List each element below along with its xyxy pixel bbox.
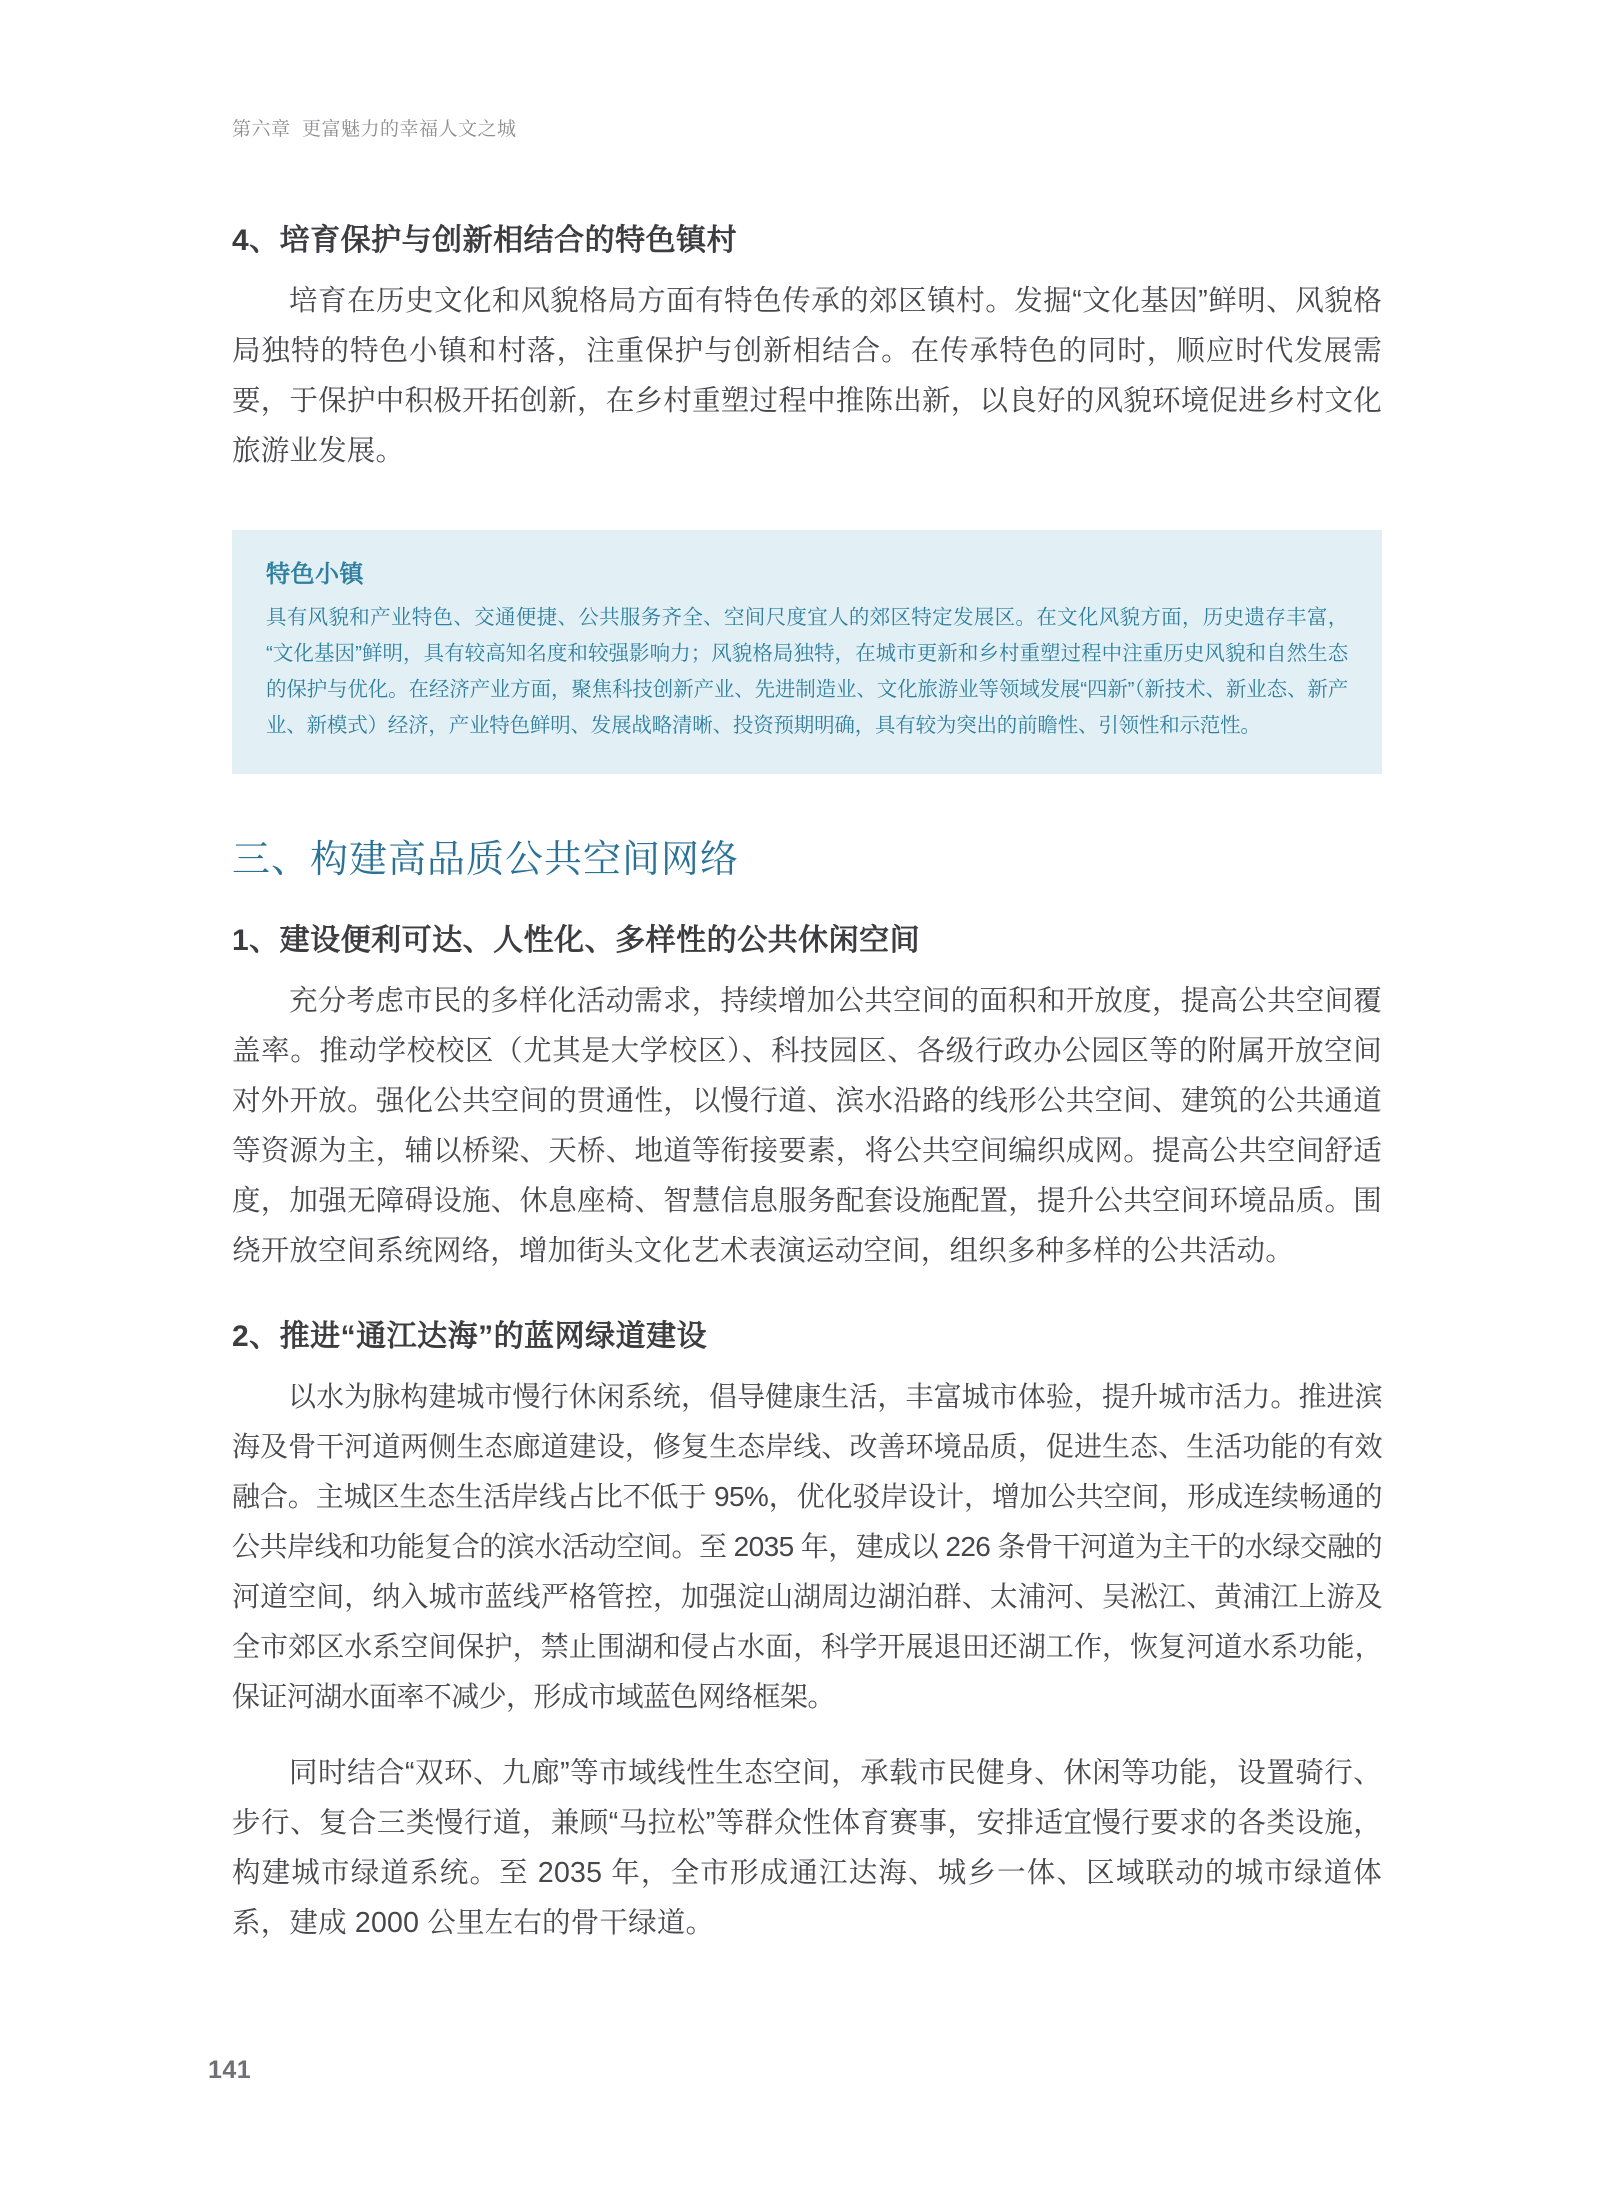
callout-title: 特色小镇 <box>266 561 364 588</box>
spacer <box>232 962 1382 976</box>
spacer <box>232 774 1382 834</box>
page-number: 141 <box>208 2056 252 2084</box>
sub-heading-1: 1、建设便利可达、人性化、多样性的公共休闲空间 <box>232 924 921 957</box>
callout-box <box>232 530 1382 774</box>
paragraph-2-2: 同时结合“双环、九廊”等市域线性生态空间，承载市民健身、休闲等功能，设置骑行、步行、复合三类慢行道，兼顾“马拉松”等群众性体育赛事，安排适宜慢行要求的各类设施，构建城市绿道系统。至 2035 年，全市形成通江达海、城乡一体、区域联动的城市绿道体系，建成 2000 公里左右的骨干绿道。 <box>232 1757 1382 1939</box>
spacer <box>232 262 1382 276</box>
sub-heading-2: 2、推进“通江达海”的蓝网绿道建设 <box>232 1320 708 1353</box>
paragraph-2-1: 以水为脉构建城市慢行休闲系统，倡导健康生活，丰富城市体验，提升城市活力。推进滨海及骨干河道两侧生态廊道建设，修复生态岸线、改善环境品质，促进生态、生活功能的有效融合。主城区生态生活岸线占比不低于 95%，优化驳岸设计，增加公共空间，形成连续畅通的公共岸线和功能复合的滨水活动空间。至 2035 年，建成以 226 条骨干河道为主干的水绿交融的河道空间，纳入城市蓝线严格管控，加强淀山湖周边湖泊群、太浦河、吴淞江、黄浦江上游及全市郊区水系空间保护，禁止围湖和侵占水面，科学开展退田还湖工作，恢复河道水系功能，保证河湖水面率不减少，形成市域蓝色网络框架。 <box>232 1381 1382 1712</box>
spacer <box>232 1722 1382 1748</box>
section-heading-3: 三、构建高品质公共空间网络 <box>232 839 740 881</box>
spacer <box>232 886 1382 920</box>
text-column <box>232 220 1382 1948</box>
running-header: 第六章 更富魅力的幸福人文之城 <box>232 119 517 140</box>
paragraph-4-1: 培育在历史文化和风貌格局方面有特色传承的郊区镇村。发掘“文化基因”鲜明、风貌格局独特的特色小镇和村落，注重保护与创新相结合。在传承特色的同时，顺应时代发展需要，于保护中积极开拓创新，在乡村重塑过程中推陈出新，以良好的风貌环境促进乡村文化旅游业发展。 <box>232 285 1382 467</box>
callout-body: 具有风貌和产业特色、交通便捷、公共服务齐全、空间尺度宜人的郊区特定发展区。在文化风貌方面，历史遗存丰富，“文化基因”鲜明，具有较高知名度和较强影响力；风貌格局独特，在城市更新和乡村重塑过程中注重历史风貌和自然生态的保护与优化。在经济产业方面，聚焦科技创新产业、先进制造业、文化旅游业等领域发展“四新”（新技术、新业态、新产业、新模式）经济，产业特色鲜明、发展战略清晰、投资预期明确，具有较为突出的前瞻性、引领性和示范性。 <box>266 606 1348 737</box>
spacer <box>232 1358 1382 1372</box>
paragraph-1-1: 充分考虑市民的多样化活动需求，持续增加公共空间的面积和开放度，提高公共空间覆盖率。推动学校校区（尤其是大学校区）、科技园区、各级行政办公园区等的附属开放空间对外开放。强化公共空间的贯通性，以慢行道、滨水沿路的线形公共空间、建筑的公共通道等资源为主，辅以桥梁、天桥、地道等衔接要素，将公共空间编织成网。提高公共空间舒适度，加强无障碍设施、休息座椅、智慧信息服务配套设施配置，提升公共空间环境品质。围绕开放空间系统网络，增加街头文化艺术表演运动空间，组织多种多样的公共活动。 <box>232 985 1382 1267</box>
sub-heading-4: 4、培育保护与创新相结合的特色镇村 <box>232 224 738 257</box>
spacer <box>232 1276 1382 1316</box>
